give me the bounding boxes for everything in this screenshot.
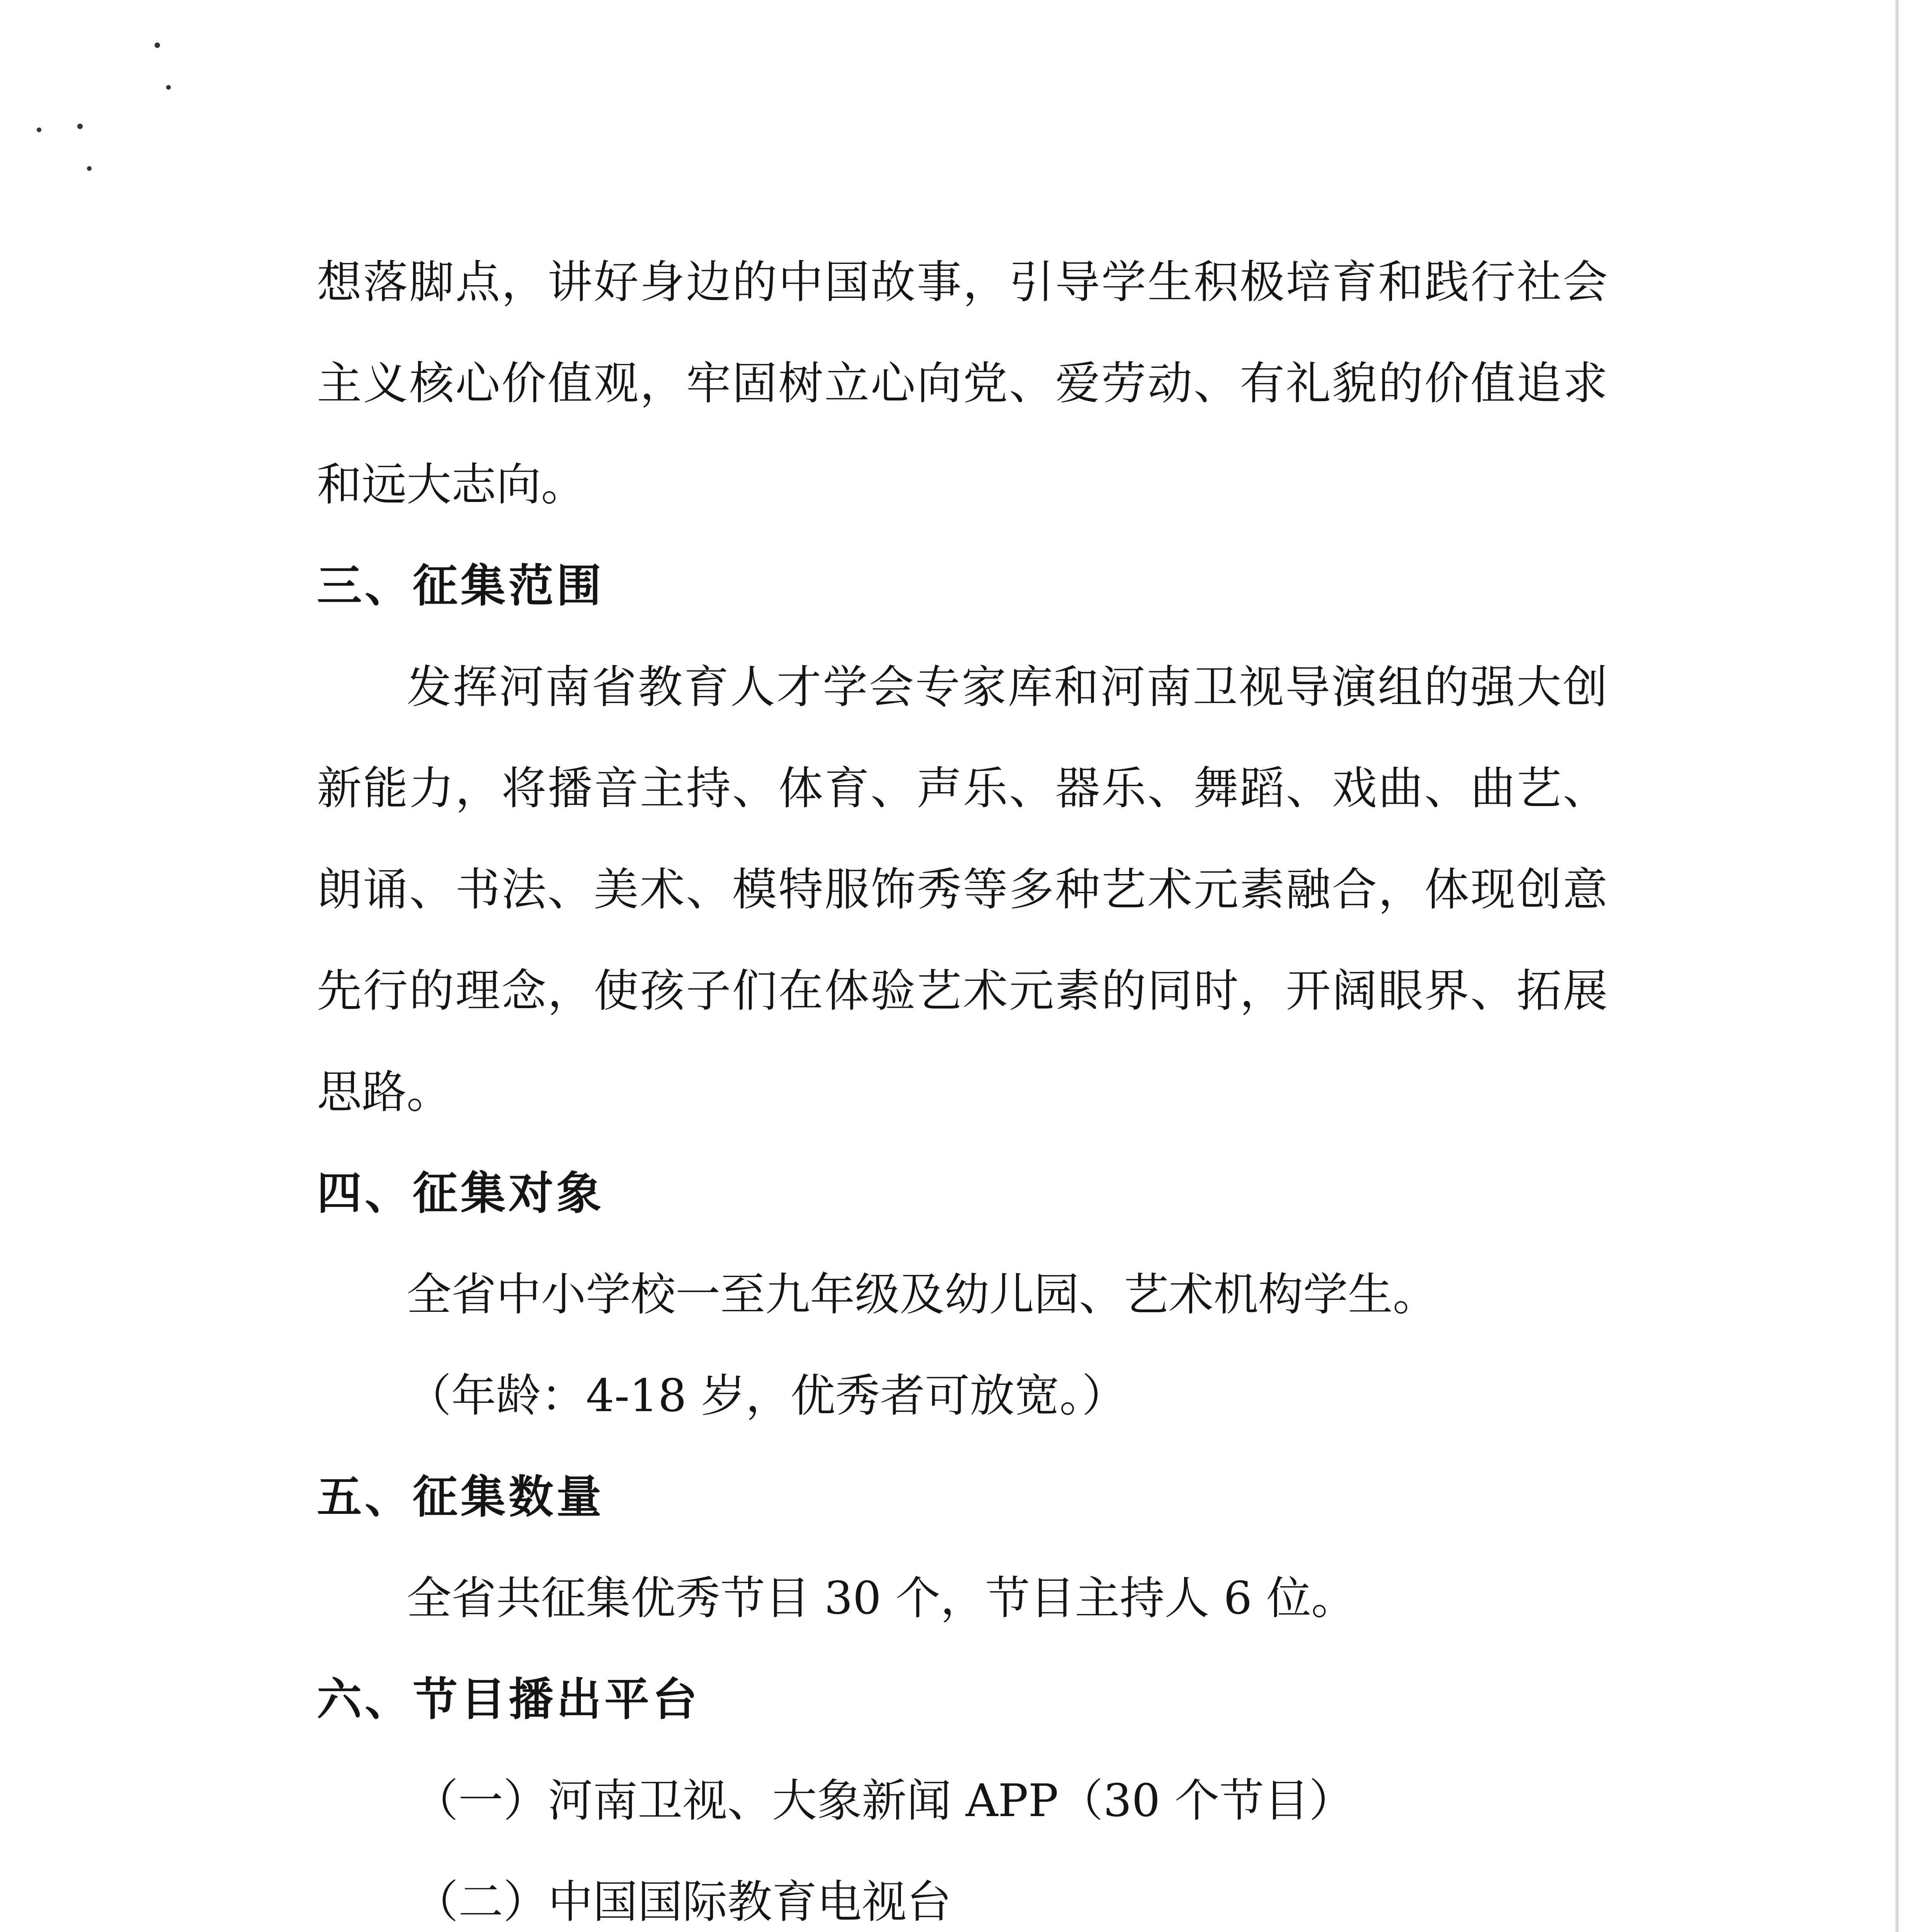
platform-item: （一）河南卫视、大象新闻 APP（30 个节目）: [413, 1775, 1354, 1827]
section-body-target: 全省中小学校一至九年级及幼儿园、艺术机构学生。: [407, 1269, 1438, 1321]
scan-speck: [155, 43, 160, 48]
scan-speck: [166, 85, 171, 90]
section-heading-quantity: 五、征集数量: [317, 1471, 604, 1523]
scan-edge-shadow: [1896, 0, 1899, 1932]
section-heading-scope: 三、征集范围: [317, 560, 604, 612]
scan-speck: [37, 128, 41, 132]
section-body-quantity: 全省共征集优秀节目 30 个，节目主持人 6 位。: [407, 1572, 1356, 1624]
document-body: [317, 232, 1608, 1932]
scan-speck: [87, 166, 92, 171]
scan-speck: [77, 124, 83, 129]
platform-item: （二）中国国际教育电视台: [413, 1876, 951, 1928]
section-heading-platform: 六、节目播出平台: [317, 1673, 700, 1726]
section-heading-target: 四、征集对象: [317, 1167, 604, 1219]
section-note-age: （年龄：4-18 岁，优秀者可放宽。）: [407, 1370, 1127, 1422]
section-body-scope: 发挥河南省教育人才学会专家库和河南卫视导演组的强大创新能力，将播音主持、体育、声乐、器乐、舞蹈、戏曲、曲艺、朗诵、书法、美术、模特服饰秀等多种艺术元素融合，体现创意先行的理念，使孩子们在体验艺术元素的同时，开阔眼界、拓展思路。: [317, 661, 1608, 1118]
intro-paragraph: 想落脚点，讲好身边的中国故事，引导学生积极培育和践行社会主义核心价值观，牢固树立心向党、爱劳动、有礼貌的价值追求和远大志向。: [317, 256, 1608, 511]
